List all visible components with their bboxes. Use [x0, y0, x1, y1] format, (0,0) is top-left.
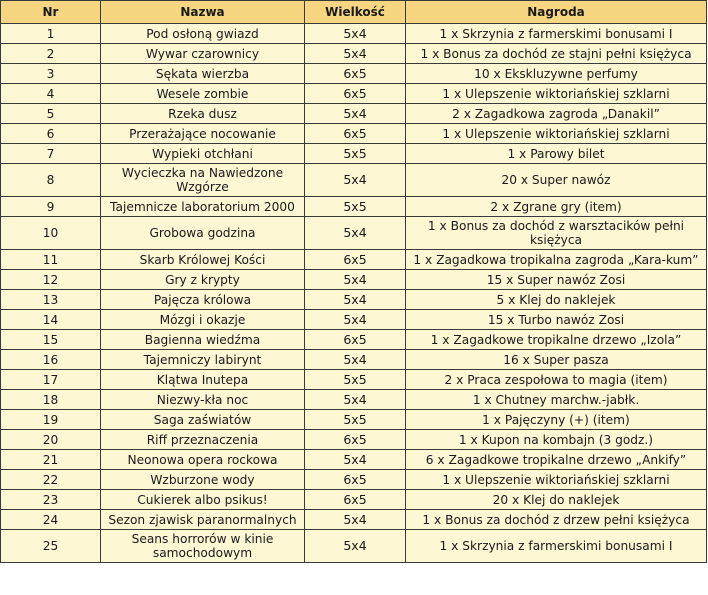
- table-row: [1, 250, 707, 270]
- cell-nazwa: Neonowa opera rockowa: [101, 450, 305, 470]
- cell-wielkosc: 5x4: [305, 530, 406, 563]
- cell-nagroda: 20 x Super nawóz: [406, 164, 707, 197]
- cell-nazwa: Pod osłoną gwiazd: [101, 24, 305, 44]
- cell-nr: 25: [1, 530, 101, 563]
- cell-nazwa: Klątwa Inutepa: [101, 370, 305, 390]
- cell-nazwa: Mózgi i okazje: [101, 310, 305, 330]
- cell-wielkosc: 5x4: [305, 24, 406, 44]
- cell-nagroda: 16 x Super pasza: [406, 350, 707, 370]
- cell-nagroda: 1 x Bonus za dochód z drzew pełni księżyca: [406, 510, 707, 530]
- cell-wielkosc: 5x4: [305, 450, 406, 470]
- cell-wielkosc: 6x5: [305, 330, 406, 350]
- cell-nagroda: 20 x Klej do naklejek: [406, 490, 707, 510]
- cell-nagroda: 1 x Ulepszenie wiktoriańskiej szklarni: [406, 470, 707, 490]
- cell-nr: 10: [1, 217, 101, 250]
- cell-wielkosc: 5x4: [305, 270, 406, 290]
- cell-nr: 13: [1, 290, 101, 310]
- cell-wielkosc: 6x5: [305, 470, 406, 490]
- cell-nr: 20: [1, 430, 101, 450]
- table-row: [1, 450, 707, 470]
- cell-nr: 16: [1, 350, 101, 370]
- header-nazwa: Nazwa: [101, 1, 305, 24]
- cell-nazwa: Pajęcza królowa: [101, 290, 305, 310]
- cell-nagroda: 6 x Zagadkowe tropikalne drzewo „Ankify”: [406, 450, 707, 470]
- cell-nr: 14: [1, 310, 101, 330]
- table-row: [1, 270, 707, 290]
- table-row: [1, 144, 707, 164]
- table-row: [1, 510, 707, 530]
- table-row: [1, 430, 707, 450]
- cell-nazwa: Sezon zjawisk paranormalnych: [101, 510, 305, 530]
- cell-nazwa: Gry z krypty: [101, 270, 305, 290]
- cell-nr: 1: [1, 24, 101, 44]
- table-row: [1, 530, 707, 563]
- cell-nagroda: 1 x Bonus za dochód ze stajni pełni księżyca: [406, 44, 707, 64]
- cell-nazwa: Tajemnicze laboratorium 2000: [101, 197, 305, 217]
- cell-wielkosc: 5x4: [305, 350, 406, 370]
- table-row: [1, 330, 707, 350]
- table-row: [1, 350, 707, 370]
- cell-nagroda: 1 x Skrzynia z farmerskimi bonusami I: [406, 24, 707, 44]
- table-row: [1, 310, 707, 330]
- cell-nagroda: 1 x Zagadkowe tropikalne drzewo „Izola”: [406, 330, 707, 350]
- cell-nagroda: 10 x Ekskluzywne perfumy: [406, 64, 707, 84]
- cell-wielkosc: 5x5: [305, 410, 406, 430]
- cell-nazwa: Skarb Królowej Kości: [101, 250, 305, 270]
- cell-nr: 8: [1, 164, 101, 197]
- cell-nr: 17: [1, 370, 101, 390]
- cell-nazwa: Wypieki otchłani: [101, 144, 305, 164]
- cell-wielkosc: 5x4: [305, 44, 406, 64]
- cell-nr: 9: [1, 197, 101, 217]
- cell-nagroda: 1 x Kupon na kombajn (3 godz.): [406, 430, 707, 450]
- cell-nazwa: Wzburzone wody: [101, 470, 305, 490]
- cell-nr: 11: [1, 250, 101, 270]
- cell-nr: 6: [1, 124, 101, 144]
- cell-nr: 4: [1, 84, 101, 104]
- cell-nr: 23: [1, 490, 101, 510]
- cell-wielkosc: 5x5: [305, 197, 406, 217]
- cell-nagroda: 2 x Zgrane gry (item): [406, 197, 707, 217]
- table-row: [1, 164, 707, 197]
- cell-nazwa: Tajemniczy labirynt: [101, 350, 305, 370]
- cell-nazwa: Riff przeznaczenia: [101, 430, 305, 450]
- cell-wielkosc: 6x5: [305, 64, 406, 84]
- cell-nazwa: Wywar czarownicy: [101, 44, 305, 64]
- cell-nr: 3: [1, 64, 101, 84]
- cell-wielkosc: 5x5: [305, 370, 406, 390]
- cell-nazwa: Saga zaświatów: [101, 410, 305, 430]
- cell-nazwa: Bagienna wiedźma: [101, 330, 305, 350]
- table-body: [1, 24, 707, 563]
- cell-wielkosc: 6x5: [305, 250, 406, 270]
- table-row: [1, 390, 707, 410]
- cell-nagroda: 1 x Zagadkowa tropikalna zagroda „Kara-kum”: [406, 250, 707, 270]
- cell-wielkosc: 5x4: [305, 390, 406, 410]
- cell-nagroda: 1 x Skrzynia z farmerskimi bonusami I: [406, 530, 707, 563]
- header-nr: Nr: [1, 1, 101, 24]
- cell-nr: 24: [1, 510, 101, 530]
- table-row: [1, 124, 707, 144]
- header-nagroda: Nagroda: [406, 1, 707, 24]
- table-row: [1, 64, 707, 84]
- cell-nazwa: Grobowa godzina: [101, 217, 305, 250]
- cell-nagroda: 15 x Turbo nawóz Zosi: [406, 310, 707, 330]
- cell-wielkosc: 6x5: [305, 490, 406, 510]
- cell-nr: 21: [1, 450, 101, 470]
- cell-nazwa: Niezwy-kła noc: [101, 390, 305, 410]
- cell-wielkosc: 6x5: [305, 84, 406, 104]
- cell-nagroda: 1 x Chutney marchw.-jabłk.: [406, 390, 707, 410]
- cell-wielkosc: 5x4: [305, 217, 406, 250]
- table-row: [1, 24, 707, 44]
- cell-nazwa: Wycieczka na Nawiedzone Wzgórze: [101, 164, 305, 197]
- cell-nagroda: 15 x Super nawóz Zosi: [406, 270, 707, 290]
- table-header-row: [1, 1, 707, 24]
- cell-wielkosc: 5x5: [305, 144, 406, 164]
- cell-wielkosc: 5x4: [305, 104, 406, 124]
- cell-nr: 19: [1, 410, 101, 430]
- cell-nagroda: 1 x Bonus za dochód z warsztacików pełni księżyca: [406, 217, 707, 250]
- cell-wielkosc: 5x4: [305, 164, 406, 197]
- table-row: [1, 197, 707, 217]
- cell-wielkosc: 5x4: [305, 310, 406, 330]
- cell-nr: 15: [1, 330, 101, 350]
- cell-wielkosc: 5x4: [305, 510, 406, 530]
- table-row: [1, 104, 707, 124]
- table-row: [1, 290, 707, 310]
- cell-nagroda: 1 x Ulepszenie wiktoriańskiej szklarni: [406, 124, 707, 144]
- table-row: [1, 410, 707, 430]
- cell-nr: 2: [1, 44, 101, 64]
- cell-nr: 18: [1, 390, 101, 410]
- cell-nazwa: Wesele zombie: [101, 84, 305, 104]
- cell-nagroda: 2 x Zagadkowa zagroda „Danakil”: [406, 104, 707, 124]
- cell-nazwa: Cukierek albo psikus!: [101, 490, 305, 510]
- cell-wielkosc: 6x5: [305, 430, 406, 450]
- cell-wielkosc: 5x4: [305, 290, 406, 310]
- cell-nr: 12: [1, 270, 101, 290]
- cell-nr: 5: [1, 104, 101, 124]
- cell-nagroda: 2 x Praca zespołowa to magia (item): [406, 370, 707, 390]
- cell-nagroda: 5 x Klej do naklejek: [406, 290, 707, 310]
- table-row: [1, 84, 707, 104]
- cell-nazwa: Seans horrorów w kinie samochodowym: [101, 530, 305, 563]
- cell-nazwa: Przerażające nocowanie: [101, 124, 305, 144]
- cell-nazwa: Sękata wierzba: [101, 64, 305, 84]
- cell-nr: 22: [1, 470, 101, 490]
- cell-nr: 7: [1, 144, 101, 164]
- table-row: [1, 370, 707, 390]
- cell-wielkosc: 6x5: [305, 124, 406, 144]
- table-row: [1, 44, 707, 64]
- cell-nagroda: 1 x Pajęczyny (+) (item): [406, 410, 707, 430]
- cell-nazwa: Rzeka dusz: [101, 104, 305, 124]
- cell-nagroda: 1 x Ulepszenie wiktoriańskiej szklarni: [406, 84, 707, 104]
- table-row: [1, 490, 707, 510]
- table-row: [1, 217, 707, 250]
- table-row: [1, 470, 707, 490]
- header-wielkosc: Wielkość: [305, 1, 406, 24]
- cell-nagroda: 1 x Parowy bilet: [406, 144, 707, 164]
